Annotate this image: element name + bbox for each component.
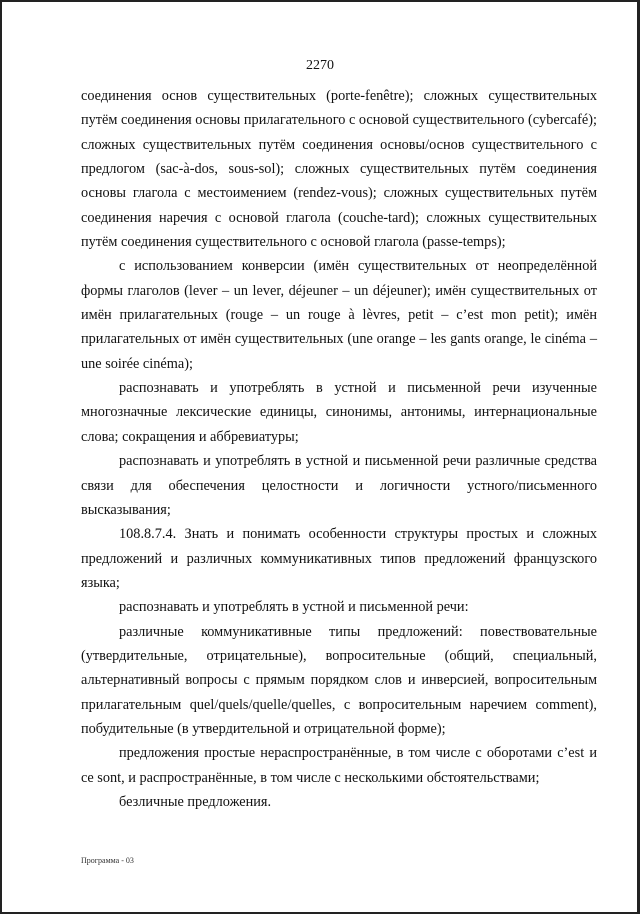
paragraph-compound-nouns: соединения основ существительных (porte-fenêtre); сложных существительных путём соединения основы прилагательного с основой существительного (cybercafé); сложных существительных путём соединения основы/основ существительного с предлогом (sac-à-dos, sous-sol); сложных существительных путём соединения основы глагола с местоимением (rendez-vous); сложных существительных путём соединения наречия с основой глагола (couche-tard); сложных существительных путём соединения существительного с основой глагола (passe-temps); [81,88,597,251]
paragraph-simple-sentences: предложения простые нераспространённые, в том числе с оборотами c’est и ce sont, и распространённые, в том числе с несколькими обстоятельствами; [81,745,597,786]
paragraph-communicative-types: различные коммуникативные типы предложений: повествовательные (утвердительные, отрицательные), вопросительные (общий, специальный, альтернативный вопросы с прямым порядком слов и инверсией, вопросительным прилагательным quel/quels/quelle/quelles, с вопросительным наречием comment), побудительные (в утвердительной и отрицательной форме); [81,623,597,737]
scan-edge-top [0,0,640,2]
paragraph-recognize-use: распознавать и употреблять в устной и письменной речи: [119,599,469,616]
paragraph-conversion: с использованием конверсии (имён существительных от неопределённой формы глаголов (lever – un lever, déjeuner – un déjeuner); имён существительных от имён прилагательных (rouge – un rouge à lèvres, petit – c’est mon petit); имён прилагательных от имён существительных (une orange – les gants orange, le cinéma – une soirée cinéma); [81,258,597,372]
paragraph-section-108-8-7-4: 108.8.7.4. Знать и понимать особенности структуры простых и сложных предложений и различных коммуникативных типов предложений французского языка; [81,526,597,591]
paragraph-polysemous-units: распознавать и употреблять в устной и письменной речи изученные многозначные лексические единицы, синонимы, антонимы, интернациональные слова; сокращения и аббревиатуры; [81,380,597,445]
scan-edge-left [0,0,2,914]
page-number: 2270 [306,58,334,73]
paragraph-cohesion-means: распознавать и употреблять в устной и письменной речи различные средства связи для обеспечения целостности и логичности устного/письменного высказывания; [81,453,597,518]
footer-program-label: Программа - 03 [81,856,134,865]
paragraph-impersonal-sentences: безличные предложения. [119,793,272,810]
document-body [81,84,597,814]
